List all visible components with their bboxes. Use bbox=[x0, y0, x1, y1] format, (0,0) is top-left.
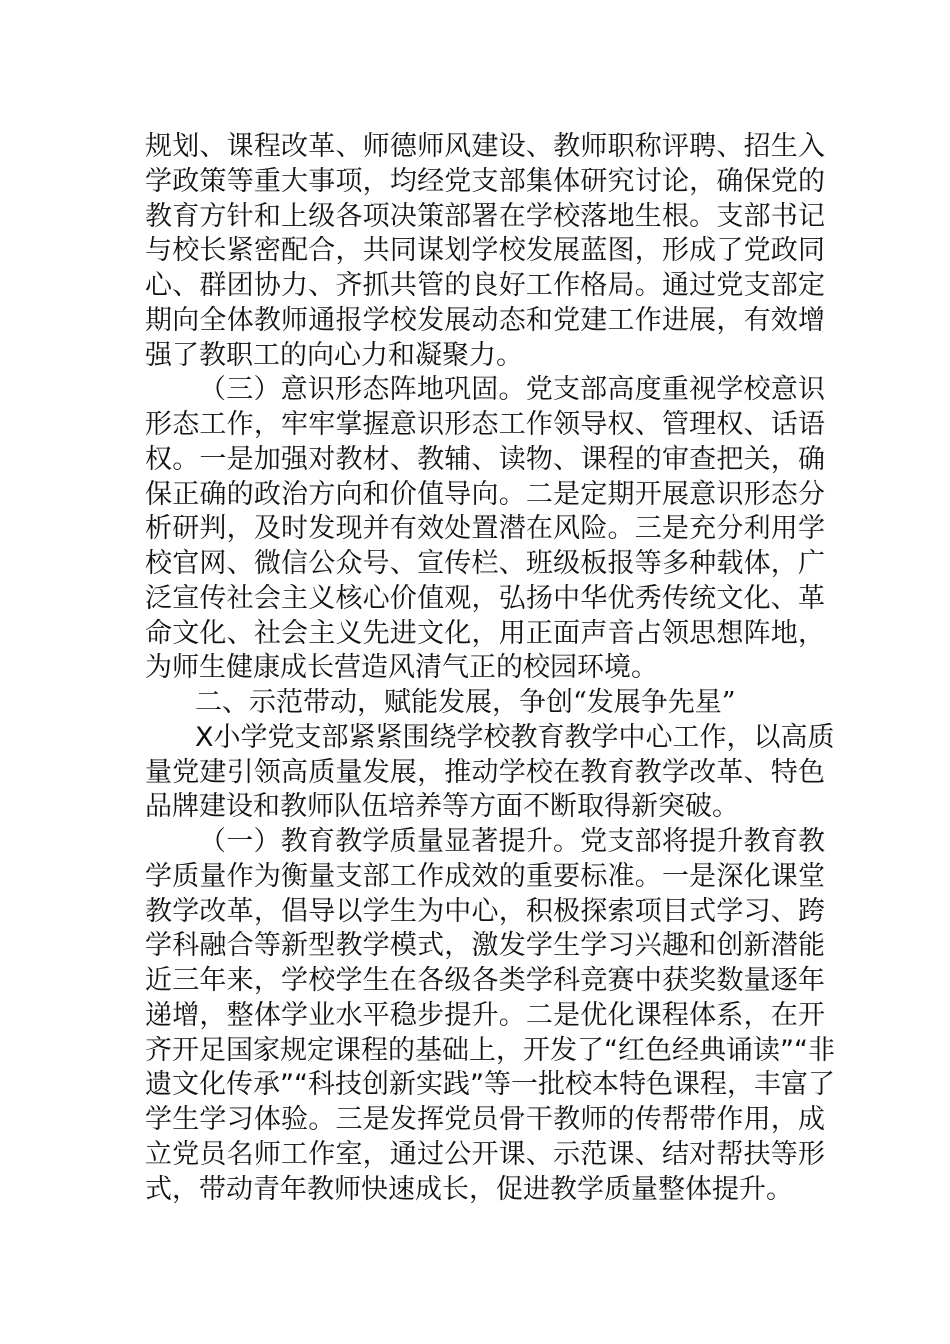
text-line: （三）意识形态阵地巩固。党支部高度重视学校意识 bbox=[199, 374, 825, 406]
text-line: 期向全体教师通报学校发展动态和党建工作进展，有效增 bbox=[145, 304, 825, 336]
text-line: 形态工作，牢牢掌握意识形态工作领导权、管理权、话语 bbox=[145, 409, 825, 440]
document-page bbox=[145, 130, 835, 1207]
text-line: 泛宣传社会主义核心价值观，弘扬中华优秀传统文化、革 bbox=[145, 582, 825, 614]
text-line: 遗文化传承”“科技创新实践”等一批校本特色课程，丰富了 bbox=[145, 1069, 835, 1101]
text-line: X小学党支部紧紧围绕学校教育教学中心工作，以高质 bbox=[195, 721, 835, 753]
text-line: 立党员名师工作室，通过公开课、示范课、结对帮扶等形 bbox=[145, 1138, 825, 1170]
text-line: 学质量作为衡量支部工作成效的重要标准。一是深化课堂 bbox=[145, 860, 825, 892]
text-line: 命文化、社会主义先进文化，用正面声音占领思想阵地， bbox=[145, 617, 825, 649]
text-line: 教育方针和上级各项决策部署在学校落地生根。支部书记 bbox=[145, 200, 825, 232]
paragraph-intro bbox=[145, 721, 835, 825]
text-line: 递增，整体学业水平稳步提升。二是优化课程体系，在开 bbox=[145, 999, 825, 1031]
text-line: 析研判，及时发现并有效处置潜在风险。三是充分利用学 bbox=[145, 513, 825, 545]
text-line: 学科融合等新型教学模式，激发学生学习兴趣和创新潜能 bbox=[145, 930, 825, 962]
text-line: 为师生健康成长营造风清气正的校园环境。 bbox=[145, 652, 658, 684]
text-line: 近三年来，学校学生在各级各类学科竞赛中获奖数量逐年 bbox=[145, 965, 825, 996]
text-line: 强了教职工的向心力和凝聚力。 bbox=[145, 339, 523, 371]
text-line: 品牌建设和教师队伍培养等方面不断取得新突破。 bbox=[145, 791, 739, 823]
heading-line: 二、示范带动，赋能发展，争创“发展争先星” bbox=[195, 687, 736, 718]
paragraph-leadership-continued bbox=[145, 130, 825, 373]
text-line: 齐开足国家规定课程的基础上，开发了“红色经典诵读”“非 bbox=[145, 1034, 835, 1066]
text-line: 保正确的政治方向和价值导向。二是定期开展意识形态分 bbox=[145, 478, 825, 510]
text-line: 学生学习体验。三是发挥党员骨干教师的传帮带作用，成 bbox=[145, 1104, 825, 1135]
text-line: （一）教育教学质量显著提升。党支部将提升教育教 bbox=[199, 826, 825, 857]
text-line: 教学改革，倡导以学生为中心，积极探索项目式学习、跨 bbox=[145, 895, 825, 927]
text-line: 规划、课程改革、师德师风建设、教师职称评聘、招生入 bbox=[145, 131, 825, 162]
section-heading bbox=[145, 686, 825, 721]
paragraph-ideology bbox=[145, 373, 825, 686]
text-line: 校官网、微信公众号、宣传栏、班级板报等多种载体，广 bbox=[145, 548, 825, 579]
text-line: 学政策等重大事项，均经党支部集体研究讨论，确保党的 bbox=[145, 165, 825, 197]
paragraph-teaching-quality bbox=[145, 825, 835, 1207]
text-line: 权。一是加强对教材、教辅、读物、课程的审查把关，确 bbox=[145, 443, 825, 475]
text-line: 式，带动青年教师快速成长，促进教学质量整体提升。 bbox=[145, 1173, 793, 1205]
text-line: 心、群团协力、齐抓共管的良好工作格局。通过党支部定 bbox=[145, 270, 825, 301]
text-line: 量党建引领高质量发展，推动学校在教育教学改革、特色 bbox=[145, 756, 825, 788]
text-line: 与校长紧密配合，共同谋划学校发展蓝图，形成了党政同 bbox=[145, 235, 825, 267]
